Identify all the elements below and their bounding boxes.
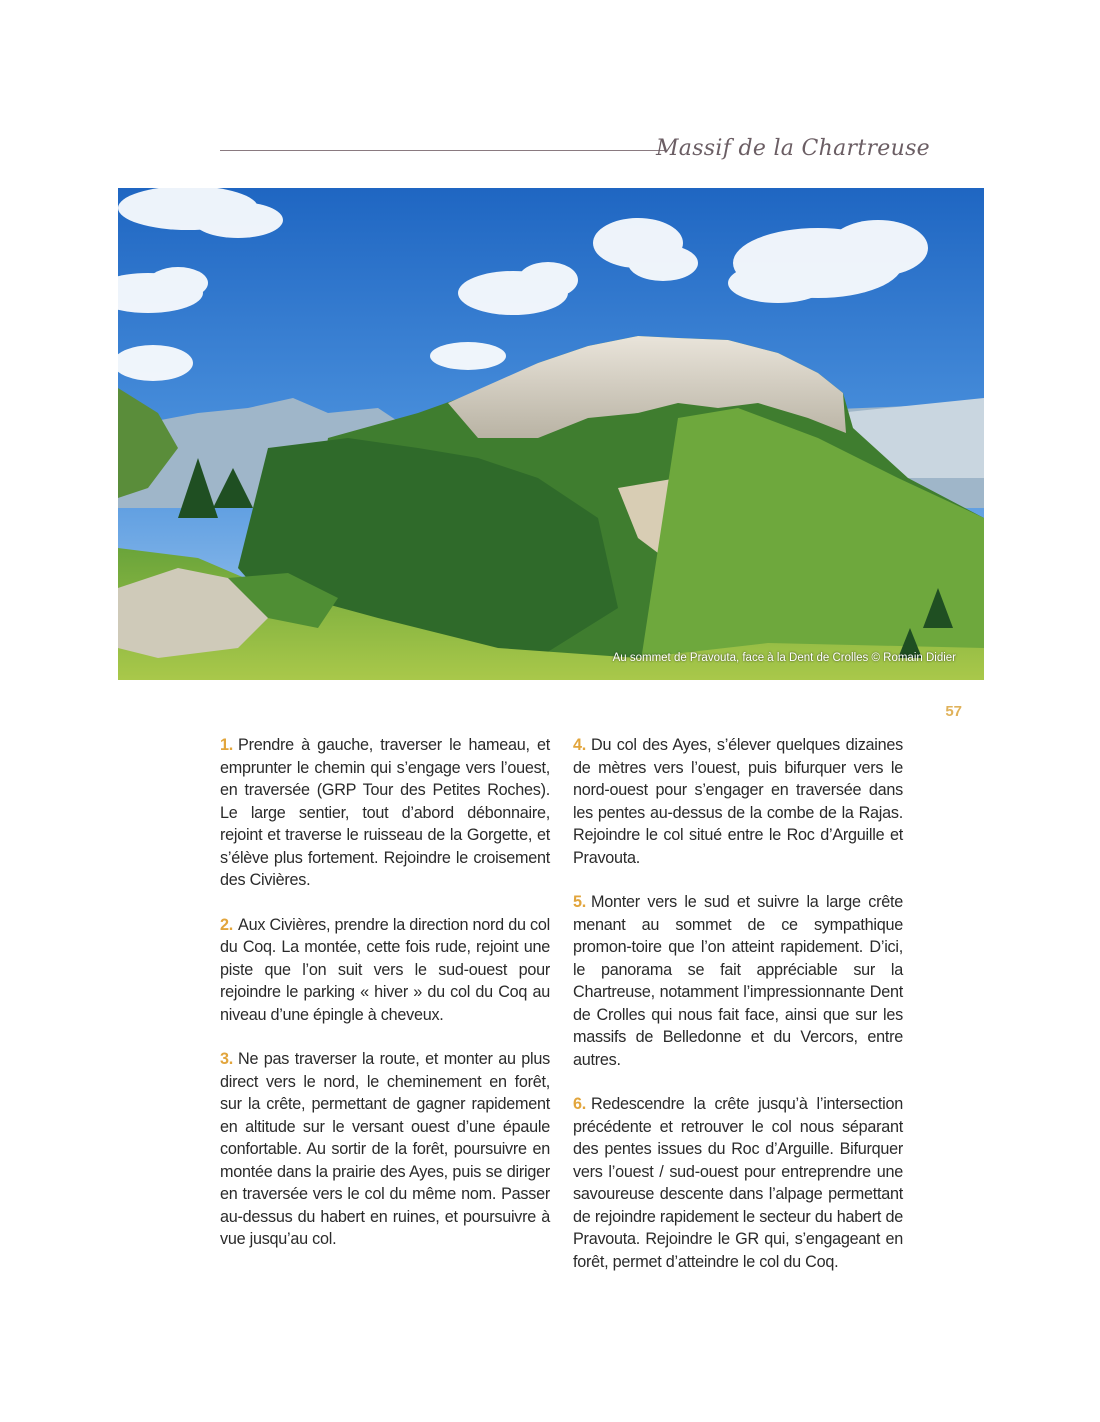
step-text: Ne pas traverser la route, et monter au plus direct vers le nord, le cheminement en forêt, sur la crête, permettant de gagner rapidement en altitude sur le versant ouest d’une épaule confortable. Au sortir de la forêt, poursuivre en montée dans la prairie des Ayes, puis se diriger en traversée vers le col du même nom. Passer au-dessus du habert en ruines, et poursuivre à vue jusqu’au col. <box>220 1050 550 1248</box>
mountain-landscape-illustration <box>118 188 984 680</box>
step-paragraph <box>573 891 903 1071</box>
step-text: Monter vers le sud et suivre la large crête menant au sommet de ce sympathique promon-toire que l’on atteint rapidement. D’ici, le panorama se fait appréciable sur la Chartreuse, notamment l’impressionnante Dent de Crolles qui nous fait face, ainsi que sur les massifs de Belledonne et du Vercors, entre autres. <box>573 893 903 1069</box>
step-number: 4. <box>573 736 587 754</box>
step-text: Redescendre la crête jusqu’à l’intersection précédente et retrouver le col nous séparant des pentes issues du Roc d’Arguille. Bifurquer vers l’ouest / sud-ouest pour entreprendre une savoureuse descente dans l’alpage permettant de rejoindre rapidement le secteur du habert de Pravouta. Rejoindre le GR qui, s’engageant en forêt, permet d’atteindre le col du Coq. <box>573 1095 903 1271</box>
mountain-photo <box>118 188 984 680</box>
step-text: Aux Civières, prendre la direction nord du col du Coq. La montée, cette fois rude, rejoint une piste que l’on suit vers le sud-ouest pour rejoindre le parking « hiver » du col du Coq au niveau d’une épingle à cheveux. <box>220 915 550 1024</box>
running-header-title: Massif de la Chartreuse <box>655 136 930 161</box>
step-paragraph <box>220 914 550 1027</box>
step-paragraph <box>220 734 550 892</box>
right-column <box>573 734 903 1295</box>
step-number: 3. <box>220 1050 234 1068</box>
header-rule <box>220 150 666 151</box>
step-number: 2. <box>220 915 234 934</box>
step-paragraph <box>573 734 903 869</box>
left-column <box>220 734 550 1273</box>
step-number: 5. <box>573 893 587 911</box>
photo-caption: Au sommet de Pravouta, face à la Dent de Crolles © Romain Didier <box>612 652 956 664</box>
step-number: 1. <box>220 736 234 754</box>
page-number: 57 <box>945 703 962 720</box>
step-paragraph <box>220 1048 550 1251</box>
step-text: Du col des Ayes, s’élever quelques dizaines de mètres vers l’ouest, puis bifurquer vers le nord-ouest pour s’engager en traversée dans les pentes au-dessus de la combe de la Rajas. Rejoindre le col situé entre le Roc d’Arguille et Pravouta. <box>573 736 903 867</box>
step-number: 6. <box>573 1095 587 1113</box>
step-paragraph <box>573 1093 903 1273</box>
step-text: Prendre à gauche, traverser le hameau, et emprunter le chemin qui s’engage vers l’ouest, en traversée (GRP Tour des Petites Roches). Le large sentier, tout d’abord débonnaire, rejoint et traverse le ruisseau de la Gorgette, et s’élève plus fortement. Rejoindre le croisement des Civières. <box>220 736 550 889</box>
